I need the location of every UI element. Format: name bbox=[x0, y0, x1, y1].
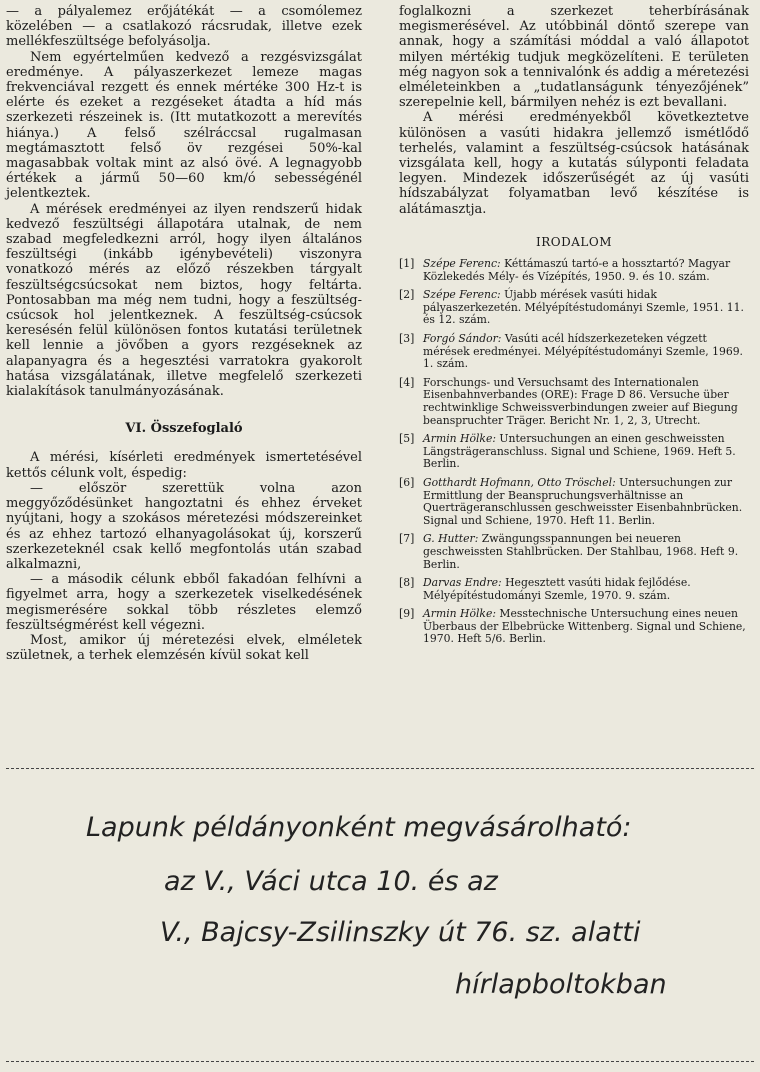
reference-number: [7] bbox=[399, 532, 415, 546]
paragraph: — először szerettük volna azon meggyőződésünket hangoztatni és ehhez érveket nyújtani, hogy a szokásos méretezési módszereinket és az ehhez tartozó elhanyagolásokat új, korszerű szerkezeteknél csak kellő megfontolás után szabad alkalmazni, bbox=[6, 480, 362, 572]
reference-number: [2] bbox=[399, 288, 415, 302]
reference-item bbox=[399, 577, 749, 602]
reference-body bbox=[423, 333, 749, 371]
divider bbox=[6, 768, 754, 769]
reference-text: Messtechnische Untersuchung eines neuen Überbaus der Elbebrücke Wittenberg. Signal und Schiene, 1970. Heft 5/6. Berlin. bbox=[423, 607, 746, 646]
paragraph: A mérési eredményekből következtetve különösen a vasúti hidakra jellemző ismétlődő terhelés, valamint a feszültség-csúcsok hatásának vizsgálata kell, hogy a kutatás súlyponti feladata legyen. Mindezek időszerűségét az új vasúti hídszabályzat folyamatban levő készítése is alátámasztja. bbox=[399, 110, 749, 217]
reference-author: Armin Hölke: bbox=[423, 607, 496, 621]
promo-line: V., Bajcsy-Zsilinszky út 76. sz. alatti bbox=[160, 917, 641, 948]
reference-number: [5] bbox=[399, 432, 415, 446]
reference-text: Vasúti acél hídszerkezeteken végzett mérések eredményei. Mélyépítéstudományi Szemle, 1969. 1. szám. bbox=[423, 332, 743, 371]
reference-item bbox=[399, 608, 749, 646]
divider bbox=[6, 1061, 754, 1062]
reference-body bbox=[423, 289, 749, 327]
reference-item bbox=[399, 258, 749, 283]
reference-text: Hegesztett vasúti hidak fejlődése. Mélyépítéstudományi Szemle, 1970. 9. szám. bbox=[423, 576, 691, 602]
reference-item bbox=[399, 533, 749, 571]
reference-author: Armin Hölke: bbox=[423, 432, 496, 446]
reference-number: [8] bbox=[399, 576, 415, 590]
reference-number: [6] bbox=[399, 475, 415, 489]
reference-author: Darvas Endre: bbox=[423, 576, 502, 590]
right-column bbox=[399, 4, 749, 652]
reference-text: Újabb mérések vasúti hidak pályaszerkezetén. Mélyépítéstudományi Szemle, 1951. 11. és 12. szám. bbox=[423, 288, 744, 327]
reference-author: Gotthardt Hofmann, Otto Tröschel: bbox=[423, 475, 616, 489]
paragraph: A mérések eredményei az ilyen rendszerű hidak kedvező feszültségi állapotára utalnak, de nem szabad megfeledkezni arról, hogy ilyen általános feszültségi (inkább igénybevételi) viszonyra vonatkozó mérés az előző részekben tárgyalt feszültségcsúcsokat nem biztos, hogy feltárta. Pontosabban ma még nem tudni, hogy a feszültség-csúcsok hol jelentkeznek. A feszültség-csúcsok keresésén felül különösen fontos kutatási területnek kell lennie a jövőben a gyors rezgéseknek az alapanyagra és a hegesztési varratokra gyakorolt hatása vizsgálatának, illetve megfelelő szerkezeti kialakítások tanulmányozásának. bbox=[6, 201, 362, 400]
reference-number: [1] bbox=[399, 257, 415, 271]
reference-number: [4] bbox=[399, 375, 415, 389]
promo-line: az V., Váci utca 10. és az bbox=[164, 866, 498, 897]
reference-item bbox=[399, 433, 749, 471]
promo-line: Lapunk példányonként megvásárolható: bbox=[86, 812, 632, 843]
left-column bbox=[6, 4, 362, 663]
reference-body bbox=[423, 433, 749, 471]
reference-text: Kéttámaszú tartó-e a hossztartó? Magyar Közlekedés Mély- és Vízépítés, 1950. 9. és 10. szám. bbox=[423, 257, 731, 283]
reference-item bbox=[399, 377, 749, 427]
reference-body bbox=[423, 577, 749, 602]
reference-body bbox=[423, 377, 749, 427]
reference-body bbox=[423, 258, 749, 283]
reference-item bbox=[399, 333, 749, 371]
reference-author: Forgó Sándor: bbox=[423, 332, 502, 346]
references-list bbox=[399, 258, 749, 646]
reference-item bbox=[399, 289, 749, 327]
reference-text: Untersuchungen zur Ermittlung der Beanspruchungsverhältnisse an Querträgeranschlussen geschweisster Eisenbahnbrücken. Signal und Schiene, 1970. Heft 11. Berlin. bbox=[423, 475, 743, 527]
paragraph: A mérési, kísérleti eredmények ismertetésével kettős célunk volt, éspedig: bbox=[6, 450, 362, 481]
reference-body bbox=[423, 608, 749, 646]
section-heading: VI. Összefoglaló bbox=[125, 421, 243, 437]
reference-number: [9] bbox=[399, 607, 415, 621]
reference-text: Forschungs- und Versuchsamt des Internationalen Eisenbahnverbandes (ORE): Frage D 86. Versuche über rechtwinklige Schweissverbindungen zweier auf Biegung beanspruchter Träger. Bericht Nr. 1, 2, 3, Utrecht. bbox=[423, 375, 738, 427]
paragraph: — a pályalemez erőjátékát — a csomólemez közelében — a csatlakozó rácsrudak, illetve ezek mellékfeszültsége befolyásolja. bbox=[6, 4, 362, 50]
reference-number: [3] bbox=[399, 332, 415, 346]
reference-author: Szépe Ferenc: bbox=[423, 288, 501, 302]
paragraph: — a második célunk ebből fakadóan felhívni a figyelmet arra, hogy a szerkezetek viselkedésének megismerésére sokkal több részletes elemző feszültségmérést kell végezni. bbox=[6, 572, 362, 633]
reference-text: Untersuchungen an einen geschweissten Längsträgeranschluss. Signal und Schiene, 1969. Heft 5. Berlin. bbox=[423, 432, 736, 471]
reference-author: G. Hutter: bbox=[423, 532, 479, 546]
reference-body bbox=[423, 477, 749, 527]
references-title: IRODALOM bbox=[536, 234, 612, 249]
paragraph: Nem egyértelműen kedvező a rezgésvizsgálat eredménye. A pályaszerkezet lemeze magas frekvenciával rezgett és ennek mértéke 300 Hz-t is elérte és ezeket a rezgéseket átadta a híd más szerkezeti részeinek is. (Itt mutatkozott a merevítés hiánya.) A felső szélráccsal rugalmasan megtámasztott felső öv rezgései 50%-kal magasabbak voltak mint az alsó övé. A legnagyobb értékek a jármű 50—60 km/ó sebességénél jelentkeztek. bbox=[6, 49, 362, 202]
promo-line: hírlapboltokban bbox=[455, 969, 667, 1000]
reference-text: Zwängungsspannungen bei neueren geschweissten Stahlbrücken. Der Stahlbau, 1968. Heft 9. Berlin. bbox=[423, 532, 739, 571]
paragraph: foglalkozni a szerkezet teherbírásának megismerésével. Az utóbbinál döntő szerepe van annak, hogy a számítási móddal a való állapotot milyen mértékig tudjuk megközelíteni. E területen még nagyon sok a tennivalónk és addig a méretezési elméleteinkben a „tudatlanságunk tényezőjének” szerepelnie kell, bármilyen nehéz is ezt bevallani. bbox=[399, 4, 749, 111]
reference-body bbox=[423, 533, 749, 571]
reference-author: Szépe Ferenc: bbox=[423, 257, 501, 271]
reference-item bbox=[399, 477, 749, 527]
paragraph: Most, amikor új méretezési elvek, elméletek születnek, a terhek elemzésén kívül sokat kell bbox=[6, 632, 362, 664]
